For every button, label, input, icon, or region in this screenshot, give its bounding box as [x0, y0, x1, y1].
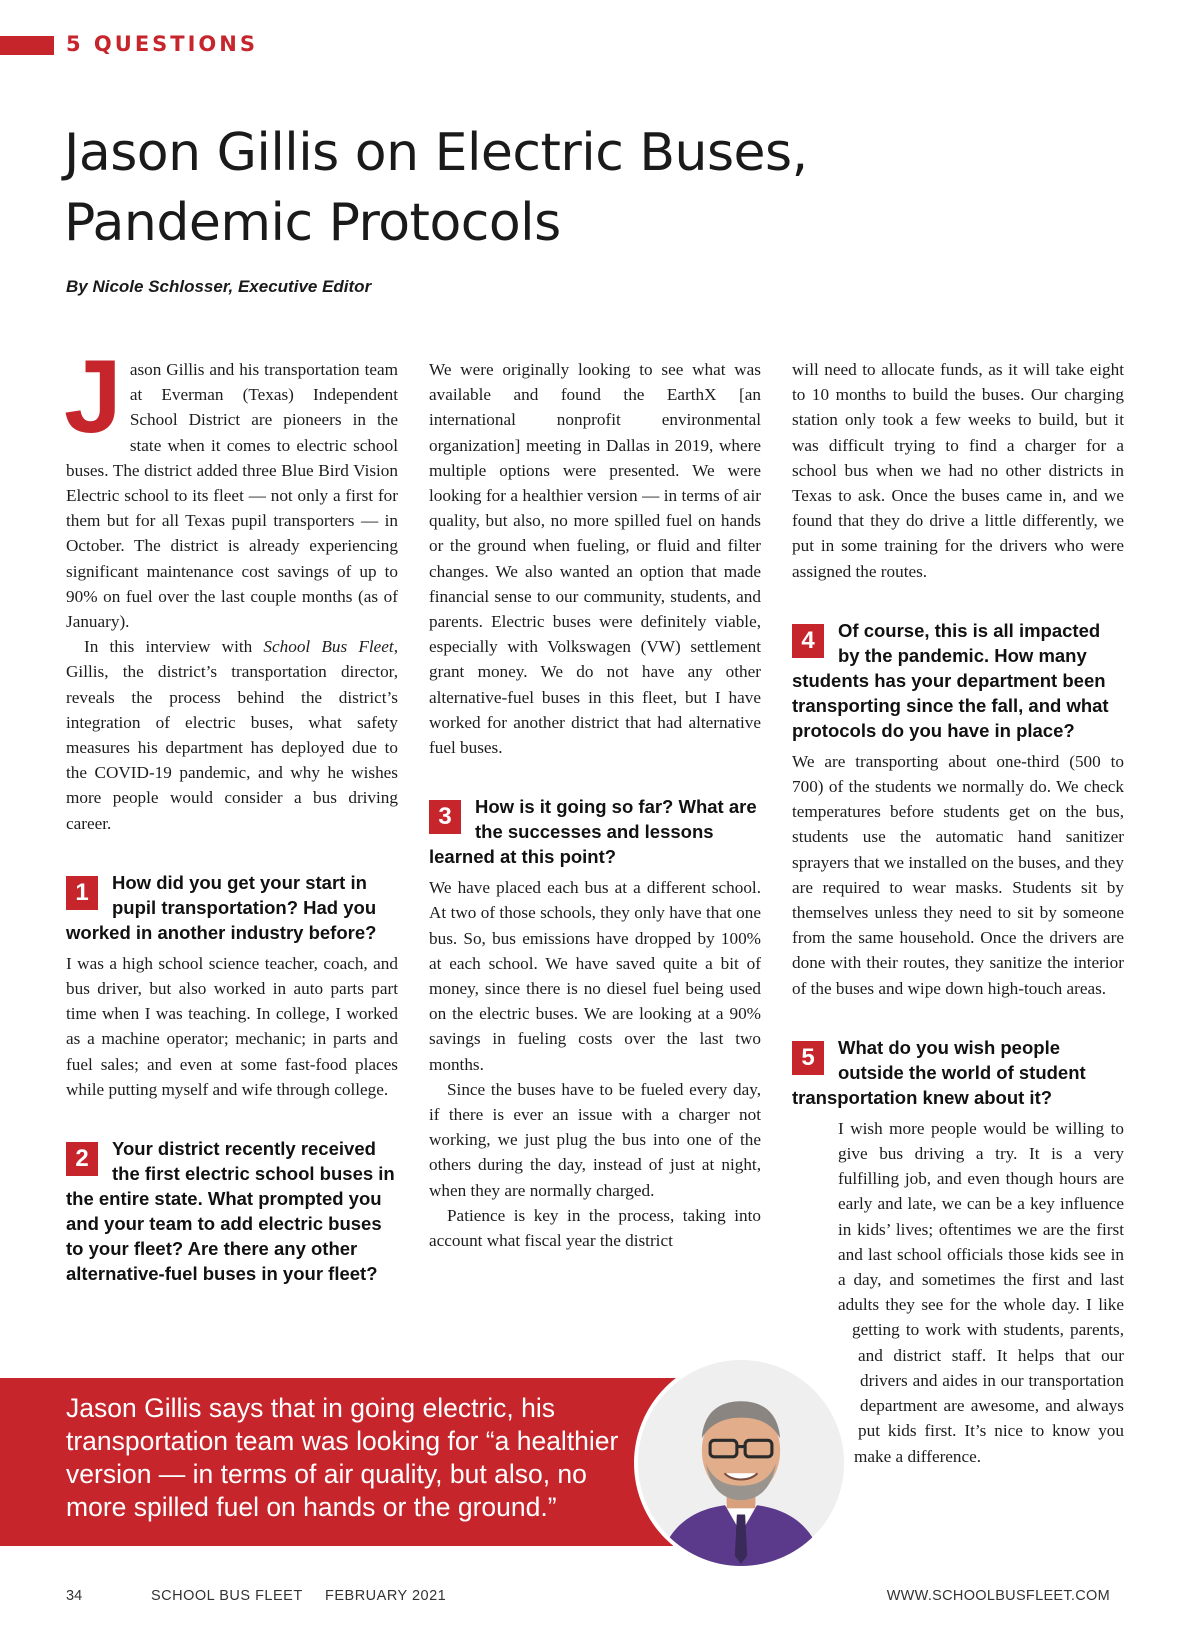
- answer-3-paragraph-3-start: Patience is key in the process, taking into account what fiscal year the district: [429, 1205, 761, 1251]
- portrait-photo: [634, 1356, 848, 1570]
- magazine-name: SCHOOL BUS FLEET: [151, 1588, 303, 1604]
- answer-2: We were originally looking to see what was available and found the EarthX [an international nonprofit environmental organization] meeting in Dallas in 2019, where multiple options were presented. We were looking for a healthier version — in terms of air quality, but also, no more spilled fuel on hands or the ground when fueling, or fluid and filter changes. We also wanted an option that made financial sense to our community, students, and parents. Electric buses were definitely viable, especially with Volkswagen (VW) settlement grant money. We do not have any other alternative-fuel buses in this fleet, but I have worked for another district that had alternative fuel buses.: [429, 360, 761, 758]
- article-column-1: [64, 339, 398, 1292]
- drop-cap: J: [64, 339, 122, 455]
- question-number-badge: 3: [429, 800, 461, 834]
- headline: [64, 118, 1064, 258]
- question-number-badge: 4: [792, 624, 824, 658]
- question-1: 1 How did you get your start in pupil transportation? Had you worked in another industry before?: [66, 871, 377, 943]
- issue-date: FEBRUARY 2021: [325, 1588, 447, 1604]
- answer-3-paragraph-1: We have placed each bus at a different school. At two of those schools, they only have that one bus. So, bus emissions have dropped by 100% at each school. We have saved quite a bit of money, since there is no diesel fuel being used on the electric buses. We are looking at a 90% savings in fueling costs over the last two months.: [429, 878, 761, 1074]
- byline: By Nicole Schlosser, Executive Editor: [66, 277, 372, 296]
- question-number-badge: 2: [66, 1142, 98, 1176]
- section-label: 5 QUESTIONS: [66, 32, 258, 56]
- answer-1: I was a high school science teacher, coach, and bus driver, but also worked in auto parts part time when I was teaching. In college, I worked as a machine operator; mechanic; in parts and fuel sales; and even at some fast-food places while putting myself and wife through college.: [66, 953, 398, 1099]
- intro-paragraph-1: Jason Gillis and his transportation team at Everman (Texas) Independent School District are pioneers in the state when it comes to electric school buses. The district added three Blue Bird Vision Electric school to its fleet — not only a first for them but for all Texas pupil transporters — in October. The district is already experiencing significant maintenance cost savings of up to 90% on fuel over the last couple months (as of January).: [64, 339, 398, 632]
- answer-5: I wish more people would be willing to give bus driving a try. It is a very fulfilling job, and even though hours are early and late, we can be a key influence in kids’ lives; oftentimes we are the first and last school officials those kids see in a day, and sometimes the first and last adults they see for the whole day. I like getting to work with students, parents, and district staff. It helps that our drivers and aides in our transportation department are awesome, and always put kids first. It’s nice to know you make a difference.: [838, 1118, 1124, 1466]
- headline-line-1: Jason Gillis on Electric Buses,: [64, 123, 808, 183]
- answer-3-paragraph-2: Since the buses have to be fueled every day, if there is ever an issue with a charger not working, we just plug the bus into one of the others during the day, instead of just at night, when they are normally charged.: [429, 1079, 761, 1200]
- page-number: 34: [66, 1588, 83, 1604]
- question-2: 2 Your district recently received the first electric school buses in the entire state. What prompted you and your team to add electric buses to your fleet? Are there any other alternative-fuel buses in your fleet?: [66, 1138, 395, 1285]
- section-tag-bar: [0, 36, 54, 55]
- question-5: 5 What do you wish people outside the world of student transportation knew about it?: [792, 1036, 1086, 1108]
- answer-4: We are transporting about one-third (500 to 700) of the students we normally do. We check temperatures before students get on the bus, students use the automatic hand sanitizer sprayers that we installed on the buses, and they are required to wear masks. Students sit by themselves unless they need to sit by someone from the same household. Once the drivers are done with their routes, they sanitize the interior of the buses and wipe down high-touch areas.: [792, 751, 1124, 998]
- article-column-3: [792, 357, 1124, 1489]
- portrait-illustration: [638, 1360, 844, 1566]
- answer-3-paragraph-3-cont: will need to allocate funds, as it will take eight to 10 months to build the buses. Our charging station only took a few weeks to build, but it was difficult trying to find a charger for a school bus when we had no other districts in Texas to ask. Once the buses came in, and we found that they do drive a little differently, we put in some training for the drivers who were assigned the routes.: [792, 360, 1124, 581]
- question-number-badge: 5: [792, 1041, 824, 1075]
- question-4: 4 Of course, this is all impacted by the pandemic. How many students has your department been transporting since the fall, and what protocols do you have in place?: [792, 619, 1109, 741]
- question-3: 3 How is it going so far? What are the successes and lessons learned at this point?: [429, 796, 757, 868]
- question-number-badge: 1: [66, 876, 98, 910]
- website-url: WWW.SCHOOLBUSFLEET.COM: [886, 1588, 1110, 1604]
- pull-quote-text: Jason Gillis says that in going electric, his transportation team was looking for “a healthier version — in terms of air quality, but also, no more spilled fuel on hands or the ground.”: [66, 1393, 619, 1522]
- headline-line-2: Pandemic Protocols: [64, 193, 561, 253]
- article-column-2: [429, 357, 761, 1253]
- intro-paragraph-2: In this interview with School Bus Fleet, Gillis, the district’s transportation director, reveals the process behind the district’s integration of electric buses, what safety measures his department has deployed due to the COVID-19 pandemic, and why he wishes more people would consider a bus driving career.: [66, 637, 398, 833]
- pull-quote-band: [0, 1378, 686, 1546]
